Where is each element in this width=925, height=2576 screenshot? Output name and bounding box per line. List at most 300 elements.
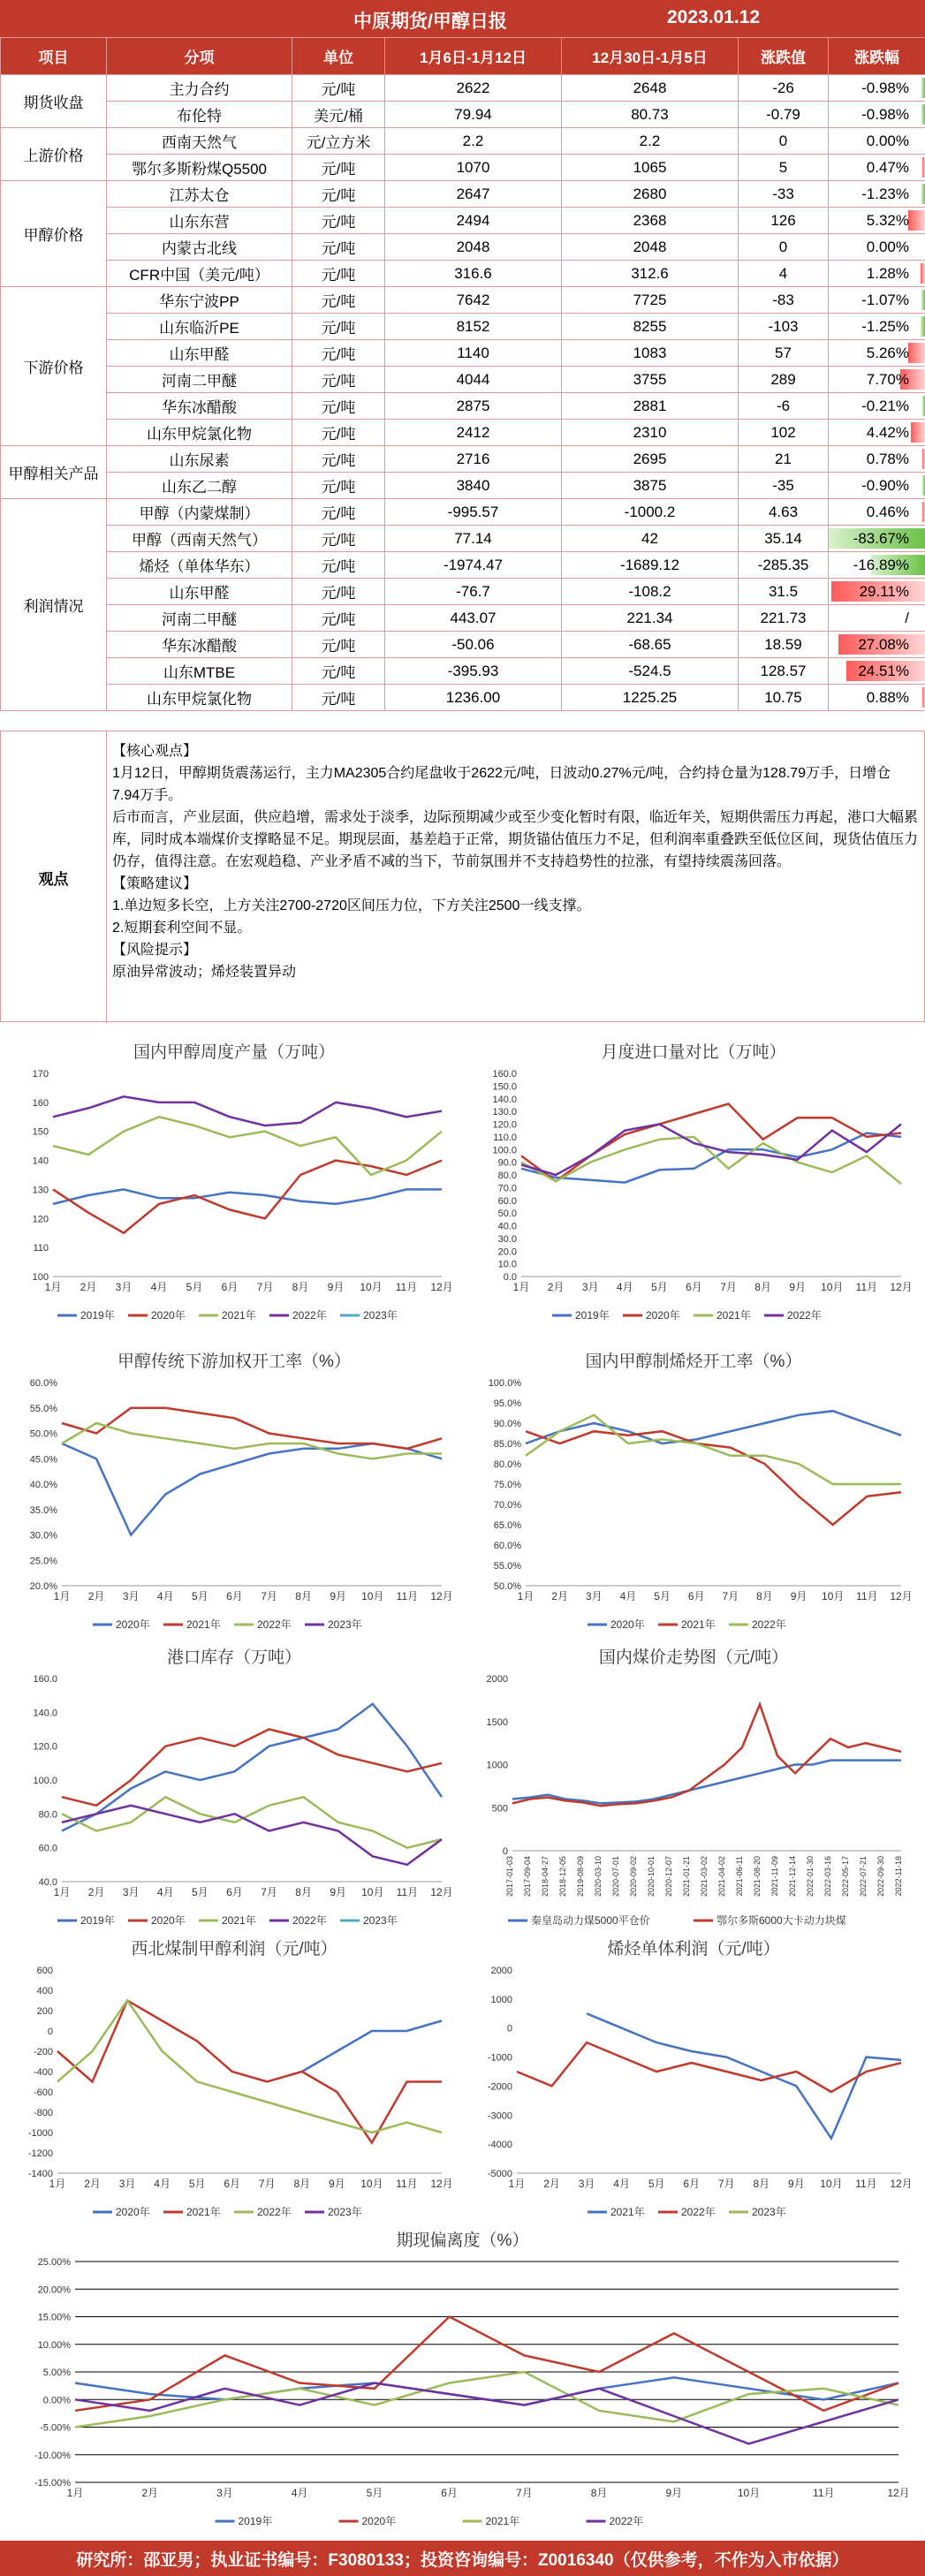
pct-value: -1.07% — [861, 291, 909, 308]
pct-bar — [921, 263, 925, 284]
chart-mto-rate — [473, 1347, 914, 1639]
x-tick-label: 5月 — [192, 1886, 209, 1898]
chart-title: 期现偏离度（%） — [396, 2231, 529, 2250]
cell-chg: 126 — [739, 208, 829, 234]
x-tick-label: 6月 — [226, 1590, 243, 1602]
series-line — [53, 1189, 442, 1204]
y-tick-label: 110 — [33, 1243, 49, 1254]
y-tick-label: 0 — [47, 2027, 53, 2037]
chart-title: 西北煤制甲醇利润（元/吨） — [131, 1940, 337, 1959]
cell-unit: 美元/桶 — [292, 102, 385, 128]
x-tick-label: 1月 — [508, 2178, 526, 2190]
x-tick-label: 11月 — [813, 2487, 835, 2499]
x-tick-label: 9月 — [329, 2178, 345, 2190]
y-tick-label: 70.0% — [493, 1500, 521, 1511]
pct-value: 1.28% — [866, 264, 909, 282]
y-tick-label: 60.0 — [497, 1195, 517, 1207]
cell-chg: 4 — [739, 261, 829, 287]
cell-item: 布伦特 — [107, 102, 292, 128]
pct-value: -0.21% — [861, 397, 909, 414]
legend-label: 2021年 — [485, 2515, 520, 2527]
cell-item: 烯烃（单体华东） — [107, 552, 292, 579]
cell-prev: 8255 — [562, 314, 739, 340]
x-tick-label: 2022-01-30 — [806, 1856, 815, 1898]
column-header: 单位 — [292, 38, 385, 75]
y-tick-label: -3000 — [487, 2110, 512, 2122]
cell-chg: 5 — [739, 155, 829, 181]
view-line: 【风险提示】 — [112, 943, 198, 958]
y-tick-label: 160 — [32, 1097, 49, 1109]
cell-item: 江苏太仓 — [107, 181, 292, 208]
legend-label: 2020年 — [151, 1914, 186, 1927]
cell-cur: 77.14 — [385, 526, 562, 552]
cell-unit: 元/吨 — [292, 685, 385, 711]
cell-cur: 1236.00 — [385, 685, 562, 711]
cell-item: 山东乙二醇 — [107, 473, 292, 499]
y-tick-label: 1000 — [486, 1760, 508, 1771]
x-tick-label: 8月 — [754, 1281, 771, 1293]
view-line: 【核心观点】 — [112, 744, 198, 759]
x-tick-label: 1月 — [49, 2178, 66, 2190]
legend-label: 2023年 — [363, 1914, 398, 1927]
pct-value: 0.00% — [866, 238, 909, 255]
series-line — [57, 2001, 442, 2133]
cell-pct — [829, 420, 925, 446]
cell-chg: -35 — [739, 473, 829, 499]
cell-chg: -285.35 — [739, 552, 829, 579]
cell-chg: -0.79 — [739, 102, 829, 128]
pct-value: -83.67% — [853, 529, 909, 547]
y-tick-label: 1500 — [486, 1716, 508, 1728]
chart-title: 国内甲醇制烯烃开工率（%） — [585, 1352, 802, 1371]
y-tick-label: 120.0 — [492, 1119, 517, 1131]
y-tick-label: 40.0% — [29, 1480, 57, 1490]
cell-item: 华东冰醋酸 — [107, 632, 292, 658]
cell-cur: 2412 — [385, 420, 562, 446]
x-tick-label: 3月 — [122, 1886, 140, 1898]
cell-chg: 57 — [739, 340, 829, 367]
cell-item: 山东甲烷氯化物 — [107, 685, 292, 711]
x-tick-label: 9月 — [327, 1281, 345, 1293]
x-tick-label: 11月 — [396, 1590, 419, 1602]
legend-label: 2021年 — [222, 1914, 256, 1927]
cell-cur: 3840 — [385, 473, 562, 499]
cell-unit: 元/立方米 — [292, 128, 385, 155]
x-tick-label: 4月 — [150, 1281, 168, 1293]
y-tick-label: 100 — [32, 1272, 49, 1283]
x-tick-label: 9月 — [788, 2178, 805, 2190]
table-row — [1, 128, 925, 155]
cell-pct — [829, 367, 925, 393]
cell-prev: 2048 — [562, 234, 739, 261]
table-row — [1, 499, 925, 526]
chart-downstream-rate — [13, 1347, 455, 1639]
legend-label: 2020年 — [116, 1618, 150, 1631]
y-tick-label: 35.0% — [29, 1504, 57, 1516]
legend-label: 2019年 — [80, 1309, 115, 1322]
x-tick-label: 11月 — [395, 1281, 418, 1293]
cell-pct — [829, 340, 925, 367]
cell-chg: 21 — [739, 446, 829, 473]
y-tick-label: -1000 — [487, 2052, 512, 2064]
cell-pct — [829, 102, 925, 128]
y-tick-label: -15.00% — [34, 2478, 71, 2489]
legend-label: 秦皇岛动力煤5000平仓价 — [531, 1914, 650, 1927]
view-section — [0, 731, 925, 1022]
y-tick-label: 100.0 — [33, 1776, 57, 1786]
table-row — [1, 393, 925, 420]
y-tick-label: 150.0 — [492, 1081, 517, 1093]
cell-chg: -33 — [739, 181, 829, 208]
column-header: 涨跌幅 — [829, 38, 925, 75]
x-tick-label: 3月 — [581, 1281, 599, 1293]
cell-chg: 0 — [739, 128, 829, 155]
cell-pct — [829, 632, 925, 658]
series-line — [62, 1704, 442, 1831]
cell-prev: 2695 — [562, 446, 739, 473]
x-tick-label: 9月 — [790, 1590, 807, 1602]
x-tick-label: 2月 — [551, 1590, 568, 1602]
legend-label: 2022年 — [292, 1914, 327, 1927]
column-header: 1月6日-1月12日 — [385, 38, 562, 75]
series-line — [512, 1761, 901, 1804]
y-tick-label: 170 — [32, 1069, 49, 1080]
y-tick-label: 30.0 — [497, 1233, 517, 1245]
x-tick-label: 2021-04-02 — [717, 1856, 726, 1898]
cell-item: CFR中国（美元/吨） — [107, 261, 292, 287]
pct-value: -1.25% — [861, 317, 909, 335]
cell-cur: 79.94 — [385, 102, 562, 128]
cell-unit: 元/吨 — [292, 208, 385, 234]
y-tick-label: 60.0% — [493, 1541, 521, 1551]
x-tick-label: 2019-08-09 — [576, 1856, 585, 1898]
legend-label: 2021年 — [186, 1618, 221, 1631]
pct-bar — [921, 184, 925, 204]
y-tick-label: 90.0% — [493, 1419, 521, 1429]
x-tick-label: 2022-11-18 — [894, 1856, 903, 1897]
y-tick-label: 200 — [36, 2006, 53, 2017]
x-tick-label: 2月 — [543, 2178, 560, 2190]
table-row — [1, 208, 925, 234]
cell-prev: -524.5 — [562, 658, 739, 685]
x-tick-label: 4月 — [156, 1886, 174, 1898]
cell-pct — [829, 234, 925, 261]
x-tick-label: 4月 — [616, 1281, 633, 1293]
x-tick-label: 10月 — [361, 1886, 384, 1898]
x-tick-label: 6月 — [221, 1281, 239, 1293]
x-tick-label: 7月 — [717, 2178, 735, 2190]
cell-item: 甲醇（内蒙煤制） — [107, 499, 292, 526]
view-text — [112, 740, 918, 983]
cell-item: 内蒙古北线 — [107, 234, 292, 261]
x-tick-label: 2月 — [87, 1590, 105, 1602]
cell-cur: 2494 — [385, 208, 562, 234]
cell-chg: 18.59 — [739, 632, 829, 658]
pct-value: 0.88% — [866, 688, 909, 706]
cell-unit: 元/吨 — [292, 526, 385, 552]
y-tick-label: 90.0 — [497, 1157, 517, 1169]
legend-label: 2022年 — [787, 1309, 822, 1322]
pct-value: 0.00% — [866, 132, 909, 149]
x-tick-label: 1月 — [53, 1886, 71, 1898]
cell-prev: 3755 — [562, 367, 739, 393]
x-tick-label: 5月 — [654, 1590, 671, 1602]
y-tick-label: -600 — [33, 2087, 53, 2098]
cell-item: 山东东营 — [107, 208, 292, 234]
series-line — [53, 1117, 442, 1175]
y-tick-label: 60.0 — [38, 1843, 57, 1854]
legend-label: 2021年 — [610, 2206, 645, 2218]
report-title: 中原期货/甲醇日报 — [353, 11, 507, 32]
pct-value: 0.47% — [866, 158, 909, 176]
cell-prev: 7725 — [562, 287, 739, 314]
pct-value: 29.11% — [859, 582, 909, 600]
cell-chg: 0 — [739, 234, 829, 261]
x-tick-label: 9月 — [789, 1281, 807, 1293]
y-tick-label: 75.0% — [493, 1480, 521, 1490]
x-tick-label: 5月 — [186, 1281, 203, 1293]
x-tick-label: 12月 — [890, 2178, 913, 2190]
y-tick-label: 150 — [32, 1126, 49, 1138]
y-tick-label: 130 — [32, 1185, 49, 1196]
legend-label: 鄂尔多斯6000大卡动力块煤 — [716, 1914, 846, 1927]
cell-cur: -76.7 — [385, 579, 562, 605]
group-label: 甲醇相关产品 — [1, 446, 107, 499]
table-row — [1, 340, 925, 367]
y-tick-label: 2000 — [490, 1966, 512, 1976]
y-tick-label: -10.00% — [34, 2450, 71, 2461]
y-tick-label: -1200 — [27, 2148, 53, 2159]
x-tick-label: 6月 — [686, 1281, 702, 1293]
cell-pct — [829, 685, 925, 711]
x-tick-label: 3月 — [118, 2178, 136, 2190]
x-tick-label: 7月 — [516, 2487, 533, 2499]
y-tick-label: 0 — [502, 1846, 508, 1857]
chart-title: 月度进口量对比（万吨） — [601, 1043, 786, 1062]
x-tick-label: 6月 — [683, 2178, 701, 2190]
x-tick-label: 8月 — [293, 2178, 311, 2190]
x-tick-label: 6月 — [226, 1886, 243, 1898]
legend-label: 2020年 — [361, 2515, 397, 2527]
cell-prev: 80.73 — [562, 102, 739, 128]
x-tick-label: 4月 — [291, 2487, 308, 2499]
table-row — [1, 155, 925, 181]
cell-unit: 元/吨 — [292, 367, 385, 393]
report-header — [0, 0, 925, 37]
y-tick-label: 10.00% — [37, 2339, 71, 2351]
x-tick-label: 2018-12-05 — [558, 1856, 567, 1898]
x-tick-label: 2月 — [547, 1281, 565, 1293]
y-tick-label: 20.00% — [37, 2284, 71, 2296]
cell-cur: 2647 — [385, 181, 562, 208]
chart-weekly-output — [13, 1038, 455, 1330]
x-tick-label: 3月 — [122, 1590, 140, 1602]
cell-chg: 221.73 — [739, 605, 829, 632]
pct-bar — [908, 210, 925, 231]
cell-prev: -108.2 — [562, 579, 739, 605]
legend-label: 2023年 — [328, 1618, 362, 1631]
y-tick-label: 55.0% — [29, 1403, 57, 1414]
cell-unit: 元/吨 — [292, 261, 385, 287]
cell-pct — [829, 446, 925, 473]
cell-pct — [829, 393, 925, 420]
chart-title: 国内甲醇周度产量（万吨） — [133, 1043, 336, 1062]
cell-prev: -1689.12 — [562, 552, 739, 579]
legend-label: 2022年 — [292, 1309, 327, 1322]
chart-coal-price — [473, 1643, 914, 1935]
legend-label: 2023年 — [752, 2206, 786, 2218]
legend-label: 2022年 — [257, 2206, 292, 2218]
view-line: 1.单边短多长空，上方关注2700-2720区间压力位，下方关注2500一线支撑。 — [112, 898, 591, 913]
view-line: 1月12日，甲醇期货震荡运行，主力MA2305合约尾盘收于2622元/吨，日波动0.27%元/吨，合约持仓量为128.79万手，日增仓7.94万手。 — [112, 766, 891, 803]
x-tick-label: 3月 — [115, 1281, 133, 1293]
cell-chg: 289 — [739, 367, 829, 393]
cell-pct — [829, 314, 925, 340]
legend-label: 2022年 — [681, 2206, 716, 2218]
legend-label: 2023年 — [363, 1309, 398, 1322]
y-tick-label: -200 — [33, 2047, 53, 2057]
cell-unit: 元/吨 — [292, 473, 385, 499]
y-tick-label: 120.0 — [33, 1741, 57, 1753]
y-tick-label: 600 — [36, 1966, 53, 1976]
x-tick-label: 2月 — [80, 1281, 97, 1293]
cell-prev: 1065 — [562, 155, 739, 181]
x-tick-label: 12月 — [430, 1886, 453, 1898]
x-tick-label: 10月 — [360, 1281, 383, 1293]
x-tick-label: 4月 — [156, 1590, 174, 1602]
cell-item: 西南天然气 — [107, 128, 292, 155]
table-row — [1, 685, 925, 711]
cell-chg: 35.14 — [739, 526, 829, 552]
cell-cur: 1070 — [385, 155, 562, 181]
cell-prev: 2310 — [562, 420, 739, 446]
legend-label: 2020年 — [610, 1618, 645, 1631]
y-tick-label: 95.0% — [493, 1398, 521, 1409]
cell-pct — [829, 155, 925, 181]
pct-value: 7.70% — [866, 370, 909, 388]
y-tick-label: 100.0 — [492, 1145, 517, 1156]
cell-pct — [829, 499, 925, 526]
cell-item: 华东宁波PP — [107, 287, 292, 314]
cell-chg: 4.63 — [739, 499, 829, 526]
legend-label: 2022年 — [752, 1618, 786, 1631]
y-tick-label: 70.0 — [497, 1183, 517, 1194]
cell-cur: -995.57 — [385, 499, 562, 526]
x-tick-label: 2022-09-30 — [876, 1856, 885, 1898]
x-tick-label: 7月 — [261, 1886, 277, 1898]
x-tick-label: 1月 — [66, 2487, 84, 2499]
cell-chg: -83 — [739, 287, 829, 314]
cell-cur: -50.06 — [385, 632, 562, 658]
x-tick-label: 4月 — [619, 1590, 637, 1602]
table-row — [1, 632, 925, 658]
x-tick-label: 4月 — [613, 2178, 630, 2190]
group-label: 利润情况 — [1, 499, 107, 711]
x-tick-label: 9月 — [330, 1886, 347, 1898]
pct-bar — [911, 422, 925, 443]
view-line: 2.短期套利空间不显。 — [112, 921, 252, 936]
y-tick-label: 130.0 — [492, 1107, 517, 1118]
x-tick-label: 7月 — [256, 1281, 274, 1293]
cell-cur: 2.2 — [385, 128, 562, 155]
series-line — [521, 1133, 901, 1183]
pct-value: 0.78% — [866, 450, 909, 467]
legend-label: 2021年 — [681, 1618, 716, 1631]
x-tick-label: 2020-10-01 — [647, 1856, 656, 1898]
cell-cur: -1974.47 — [385, 552, 562, 579]
x-tick-label: 2月 — [84, 2178, 101, 2190]
x-tick-label: 2021-01-21 — [682, 1856, 691, 1898]
x-tick-label: 6月 — [224, 2178, 241, 2190]
x-tick-label: 12月 — [887, 2487, 910, 2499]
cell-unit: 元/吨 — [292, 287, 385, 314]
x-tick-label: 1月 — [517, 1590, 535, 1602]
x-tick-label: 8月 — [756, 1590, 773, 1602]
y-tick-label: 55.0% — [493, 1561, 521, 1572]
chart-title: 甲醇传统下游加权开工率（%） — [118, 1352, 351, 1371]
x-tick-label: 10月 — [821, 1281, 844, 1293]
x-tick-label: 2022-07-21 — [859, 1856, 868, 1898]
pct-bar — [921, 78, 925, 98]
x-tick-label: 5月 — [648, 2178, 665, 2190]
cell-prev: 2680 — [562, 181, 739, 208]
table-row — [1, 102, 925, 128]
cell-pct — [829, 552, 925, 579]
y-tick-label: 40.0 — [38, 1877, 57, 1888]
cell-prev: 1083 — [562, 340, 739, 367]
table-row — [1, 605, 925, 632]
cell-prev: 221.34 — [562, 605, 739, 632]
x-tick-label: 2021-03-02 — [700, 1856, 709, 1898]
x-tick-label: 2022-05-17 — [841, 1856, 850, 1898]
y-tick-label: 40.0 — [497, 1221, 517, 1232]
legend-label: 2022年 — [609, 2515, 644, 2527]
series-line — [62, 1423, 442, 1458]
x-tick-label: 1月 — [44, 1281, 62, 1293]
cell-unit: 元/吨 — [292, 499, 385, 526]
series-line — [53, 1096, 442, 1125]
cell-item: 山东尿素 — [107, 446, 292, 473]
x-tick-label: 5月 — [192, 1590, 209, 1602]
x-tick-label: 5月 — [366, 2487, 383, 2499]
cell-prev: 312.6 — [562, 261, 739, 287]
x-tick-label: 12月 — [430, 1590, 453, 1602]
view-line: 原油异常波动；烯烃装置异动 — [112, 965, 297, 980]
chart-port-inventory — [13, 1643, 455, 1935]
cell-cur: 2875 — [385, 393, 562, 420]
group-label: 上游价格 — [1, 128, 107, 181]
table-row — [1, 579, 925, 605]
x-tick-label: 11月 — [396, 1886, 419, 1898]
cell-prev: -1000.2 — [562, 499, 739, 526]
cell-prev: 3875 — [562, 473, 739, 499]
chart-nw-profit — [13, 1935, 455, 2226]
cell-pct — [829, 181, 925, 208]
chart-title: 烯烃单体利润（元/吨） — [607, 1940, 780, 1959]
legend-label: 2021年 — [222, 1309, 256, 1322]
pct-value: 5.26% — [866, 344, 909, 361]
x-tick-label: 12月 — [430, 1281, 453, 1293]
pct-value: -0.98% — [861, 79, 909, 96]
y-tick-label: 140.0 — [492, 1094, 517, 1105]
cell-unit: 元/吨 — [292, 446, 385, 473]
cell-cur: 7642 — [385, 287, 562, 314]
cell-cur: 443.07 — [385, 605, 562, 632]
cell-pct — [829, 658, 925, 685]
x-tick-label: 2017-01-03 — [505, 1856, 514, 1898]
legend-label: 2020年 — [151, 1309, 186, 1322]
y-tick-label: 65.0% — [493, 1520, 521, 1531]
